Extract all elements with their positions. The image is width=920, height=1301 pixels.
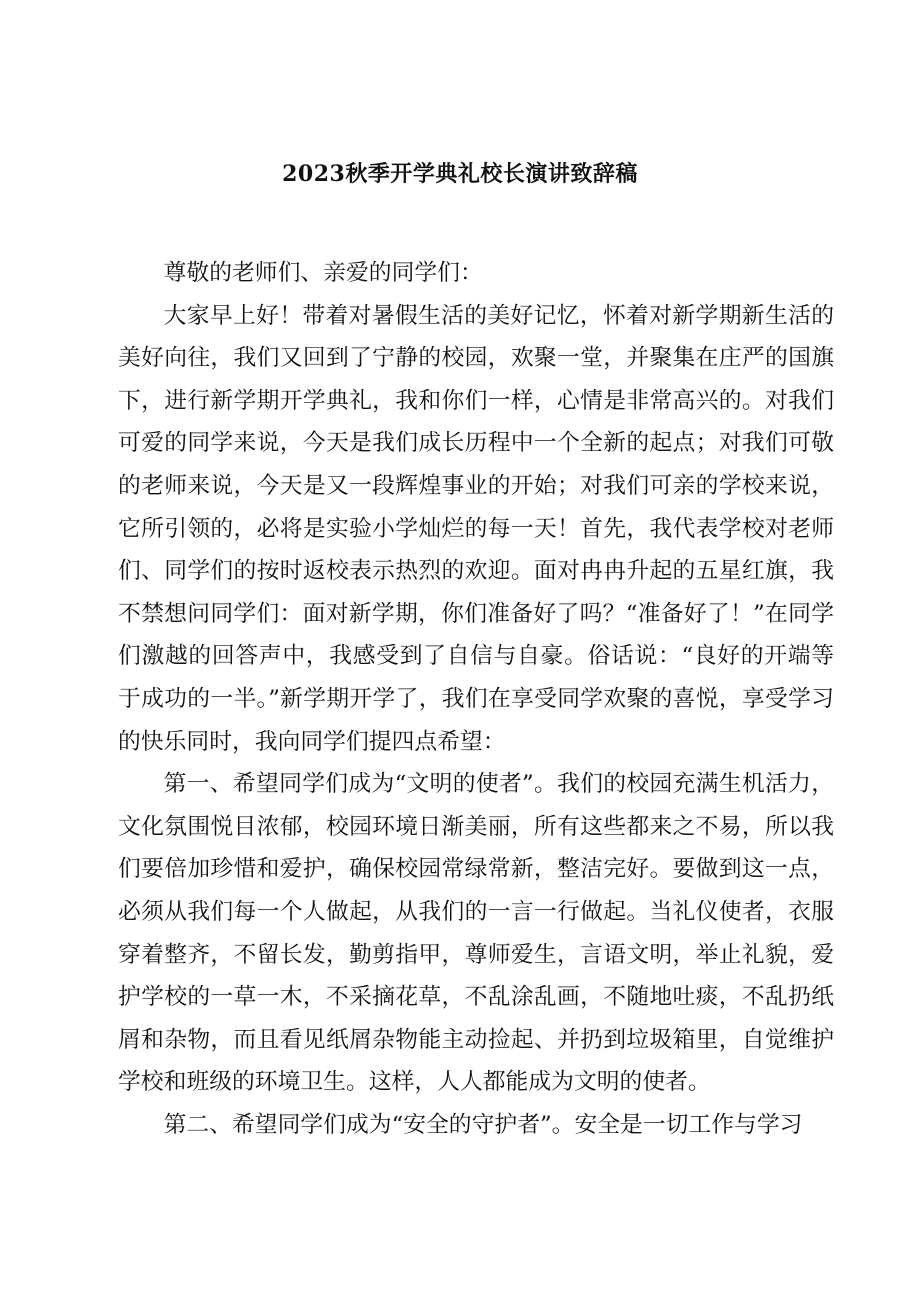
- opening-paragraph: 大家早上好！带着对暑假生活的美好记忆，怀着对新学期新生活的美好向往，我们又回到了宁静的校园，欢聚一堂，并聚集在庄严的国旗下，进行新学期开学典礼，我和你们一样，心情是非常高兴的。对我们可爱的同学来说，今天是我们成长历程中一个全新的起点；对我们可敬的老师来说，今天是又一段辉煌事业的开始；对我们可亲的学校来说，它所引领的，必将是实验小学灿烂的每一天！首先，我代表学校对老师们、同学们的按时返校表示热烈的欢迎。面对冉冉升起的五星红旗，我不禁想问同学们：面对新学期，你们准备好了吗？“准备好了！”在同学们激越的回答声中，我感受到了自信与自豪。俗话说：“良好的开端等于成功的一半。”新学期开学了，我们在享受同学欢聚的喜悦，享受学习的快乐同时，我向同学们提四点希望：: [118, 302, 834, 755]
- document-body: [118, 252, 834, 1146]
- salutation-paragraph: 尊敬的老师们、亲爱的同学们：: [163, 260, 483, 286]
- document-title: 2023秋季开学典礼校长演讲致辞稿: [282, 161, 638, 187]
- first-hope-paragraph: 第一、希望同学们成为“文明的使者”。我们的校园充满生机活力，文化氛围悦目浓郁，校园环境日渐美丽，所有这些都来之不易，所以我们要倍加珍惜和爱护，确保校园常绿常新，整洁完好。要做到这一点，必须从我们每一个人做起，从我们的一言一行做起。当礼仪使者，衣服穿着整齐，不留长发，勤剪指甲，尊师爱生，言语文明，举止礼貌，爱护学校的一草一木，不采摘花草，不乱涂乱画，不随地吐痰，不乱扔纸屑和杂物，而且看见纸屑杂物能主动捡起、并扔到垃圾箱里，自觉维护学校和班级的环境卫生。这样，人人都能成为文明的使者。: [118, 771, 834, 1096]
- second-hope-paragraph: 第二、希望同学们成为“安全的守护者”。安全是一切工作与学习: [163, 1111, 803, 1138]
